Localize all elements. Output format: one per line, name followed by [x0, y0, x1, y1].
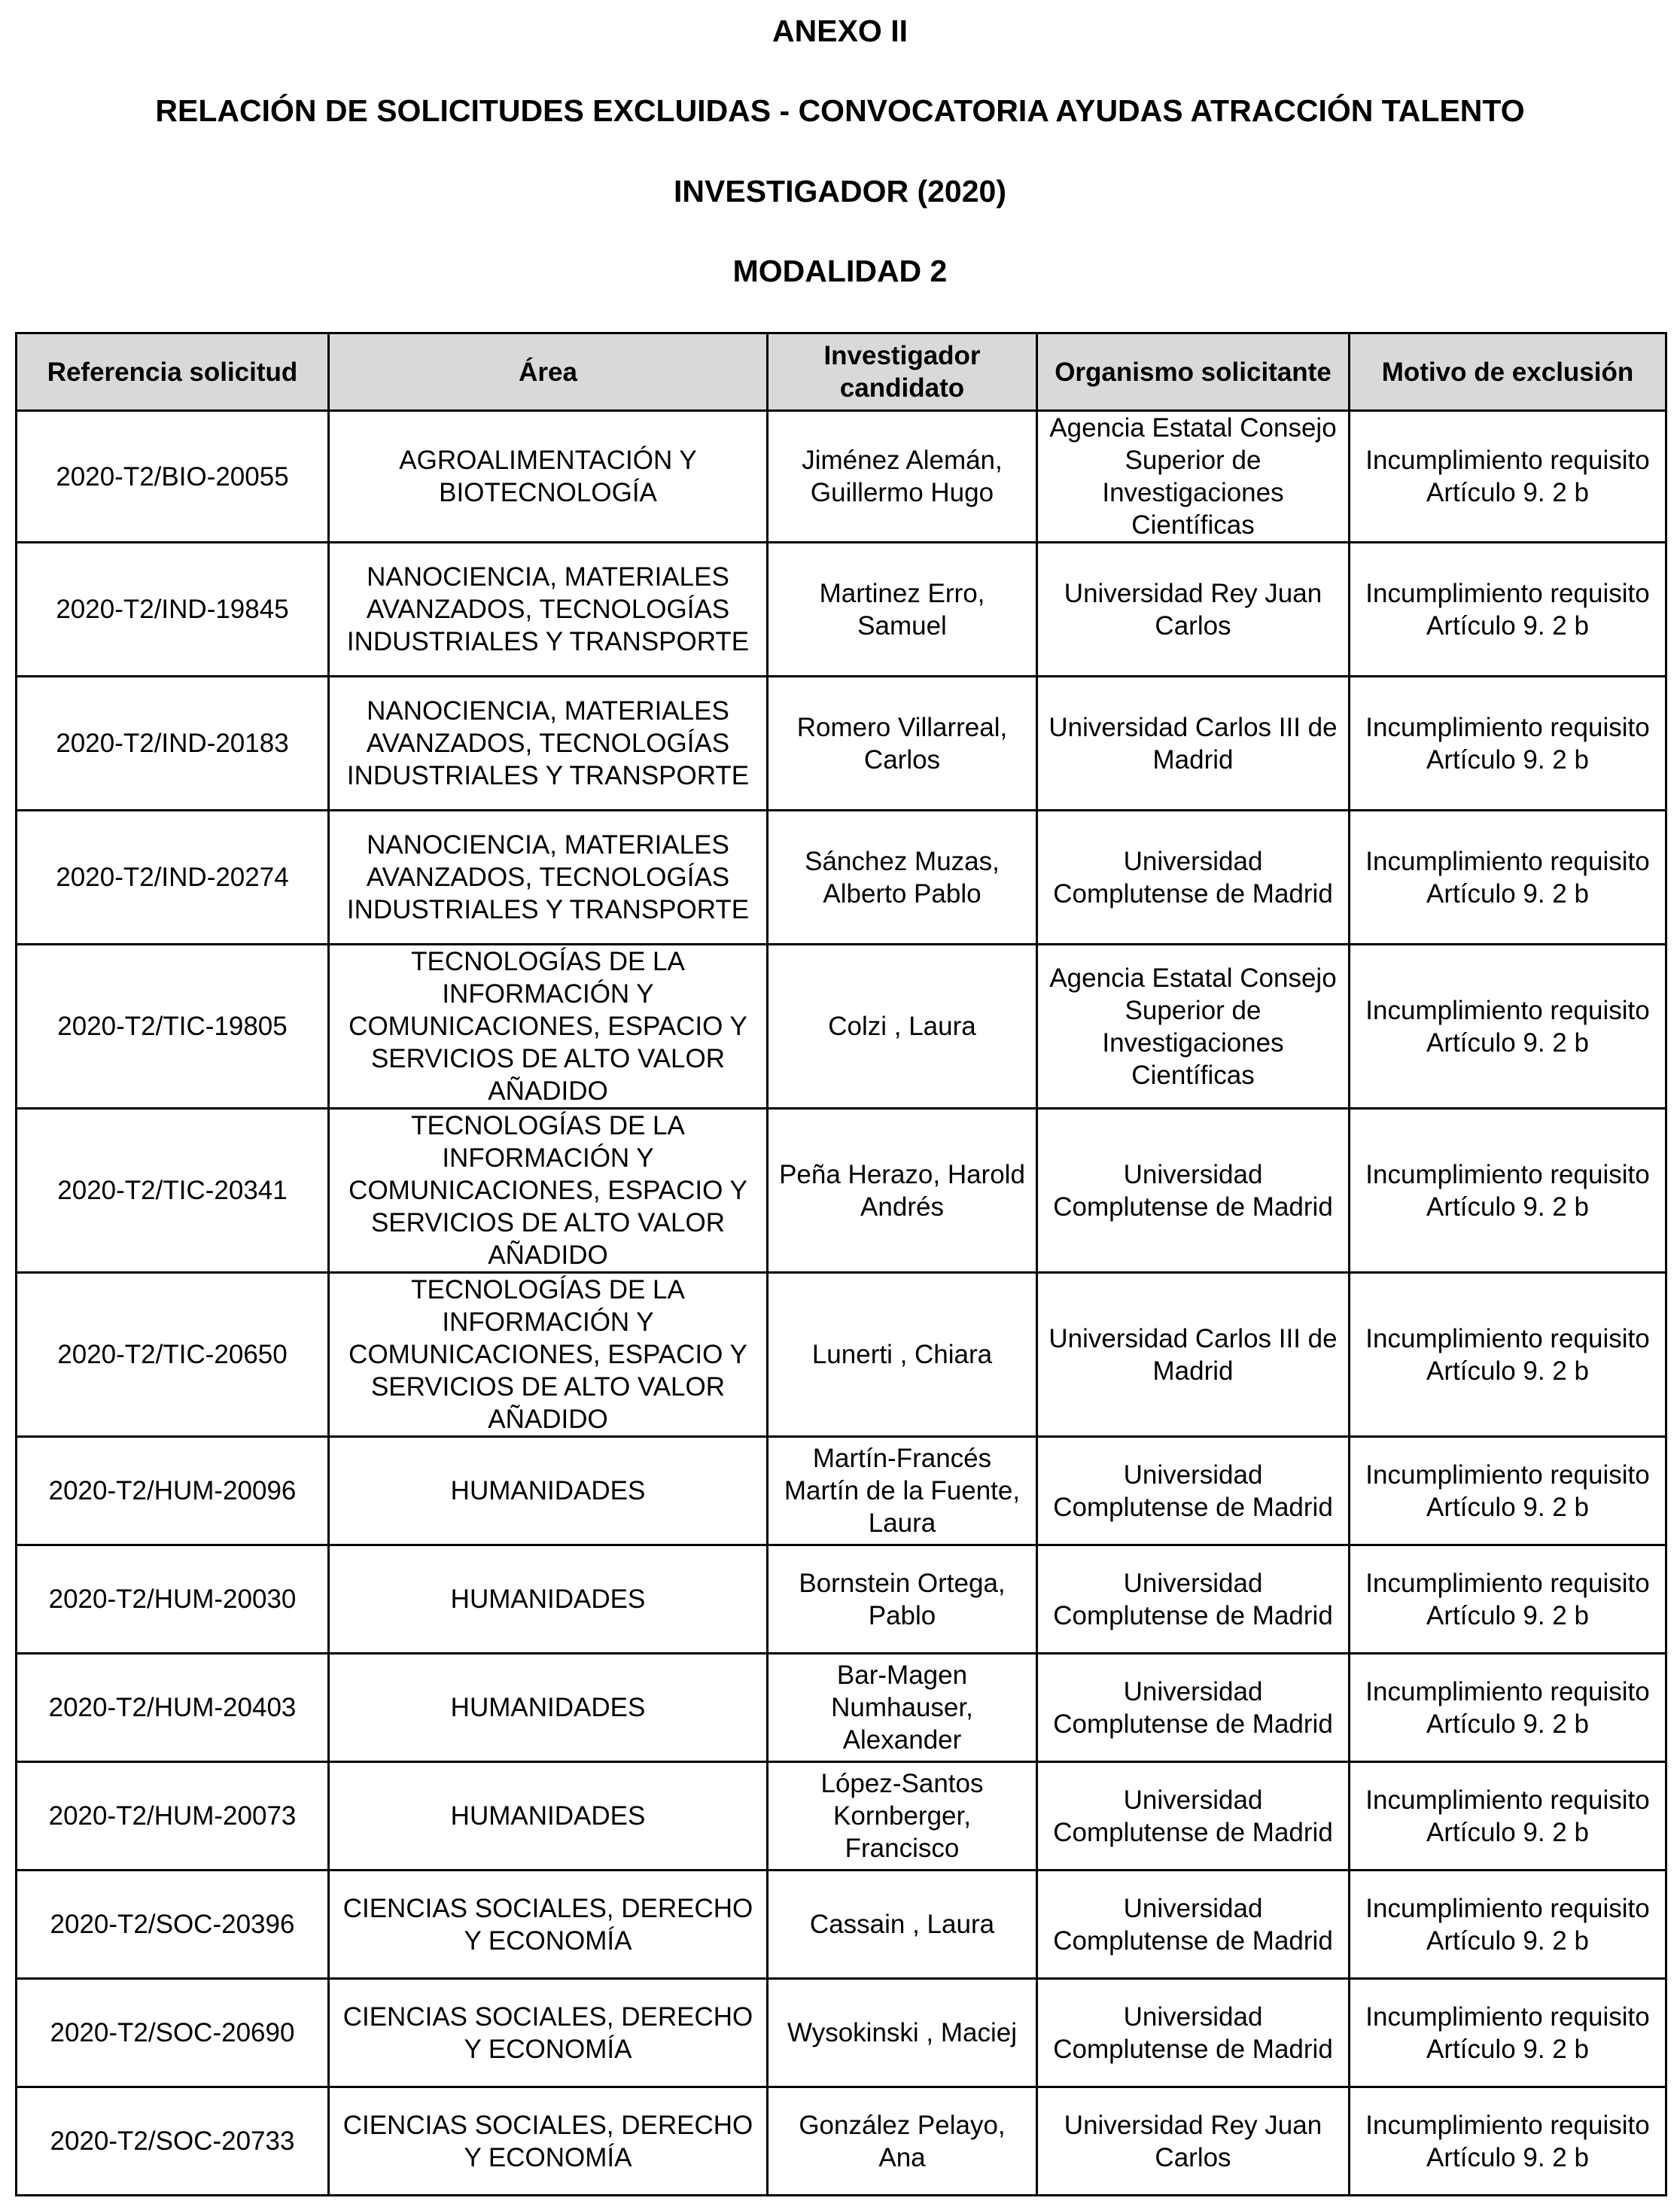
- table-header-row: [17, 333, 1666, 411]
- cell-researcher: Peña Herazo, Harold Andrés: [768, 1109, 1037, 1273]
- cell-exclusion-reason: Incumplimiento requisito Artículo 9. 2 b: [1350, 811, 1666, 945]
- cell-area: CIENCIAS SOCIALES, DERECHO Y ECONOMÍA: [329, 1871, 768, 1979]
- cell-reference: 2020-T2/SOC-20396: [17, 1871, 329, 1979]
- cell-organization: Universidad Complutense de Madrid: [1037, 1109, 1350, 1273]
- document-title-line-2: INVESTIGADOR (2020): [674, 174, 1006, 209]
- cell-reference: 2020-T2/TIC-19805: [17, 945, 329, 1109]
- cell-area: HUMANIDADES: [329, 1762, 768, 1871]
- cell-organization: Universidad Complutense de Madrid: [1037, 1979, 1350, 2087]
- cell-organization: Universidad Rey Juan Carlos: [1037, 543, 1350, 677]
- table-row: [17, 1871, 1666, 1979]
- cell-researcher: Martinez Erro, Samuel: [768, 543, 1037, 677]
- cell-organization: Universidad Complutense de Madrid: [1037, 1762, 1350, 1871]
- cell-organization: Universidad Complutense de Madrid: [1037, 1871, 1350, 1979]
- cell-reference: 2020-T2/TIC-20341: [17, 1109, 329, 1273]
- cell-exclusion-reason: Incumplimiento requisito Artículo 9. 2 b: [1350, 1273, 1666, 1437]
- table-row: [17, 677, 1666, 811]
- table-row: [17, 811, 1666, 945]
- column-header-area: Área: [329, 333, 768, 411]
- table-row: [17, 1654, 1666, 1762]
- cell-researcher: Jiménez Alemán, Guillermo Hugo: [768, 411, 1037, 543]
- cell-area: TECNOLOGÍAS DE LA INFORMACIÓN Y COMUNICACIONES, ESPACIO Y SERVICIOS DE ALTO VALOR AÑADIDO: [329, 945, 768, 1109]
- cell-reference: 2020-T2/BIO-20055: [17, 411, 329, 543]
- table-row: [17, 1437, 1666, 1545]
- cell-reference: 2020-T2/HUM-20403: [17, 1654, 329, 1762]
- column-header-exclusion-reason: Motivo de exclusión: [1350, 333, 1666, 411]
- cell-researcher: González Pelayo, Ana: [768, 2087, 1037, 2196]
- table-row: [17, 411, 1666, 543]
- cell-researcher: López-Santos Kornberger, Francisco: [768, 1762, 1037, 1871]
- cell-area: HUMANIDADES: [329, 1437, 768, 1545]
- cell-reference: 2020-T2/HUM-20073: [17, 1762, 329, 1871]
- table-row: [17, 2087, 1666, 2196]
- cell-area: HUMANIDADES: [329, 1654, 768, 1762]
- cell-organization: Universidad Complutense de Madrid: [1037, 1654, 1350, 1762]
- table-row: [17, 543, 1666, 677]
- cell-reference: 2020-T2/HUM-20030: [17, 1545, 329, 1654]
- cell-organization: Universidad Carlos III de Madrid: [1037, 677, 1350, 811]
- cell-exclusion-reason: Incumplimiento requisito Artículo 9. 2 b: [1350, 2087, 1666, 2196]
- table-row: [17, 1545, 1666, 1654]
- cell-exclusion-reason: Incumplimiento requisito Artículo 9. 2 b: [1350, 1979, 1666, 2087]
- cell-organization: Universidad Complutense de Madrid: [1037, 1437, 1350, 1545]
- cell-area: TECNOLOGÍAS DE LA INFORMACIÓN Y COMUNICACIONES, ESPACIO Y SERVICIOS DE ALTO VALOR AÑADIDO: [329, 1273, 768, 1437]
- cell-area: TECNOLOGÍAS DE LA INFORMACIÓN Y COMUNICACIONES, ESPACIO Y SERVICIOS DE ALTO VALOR AÑADIDO: [329, 1109, 768, 1273]
- cell-exclusion-reason: Incumplimiento requisito Artículo 9. 2 b: [1350, 1437, 1666, 1545]
- excluded-applications-table: [15, 332, 1667, 2196]
- cell-reference: 2020-T2/IND-19845: [17, 543, 329, 677]
- cell-organization: Universidad Complutense de Madrid: [1037, 1545, 1350, 1654]
- table-row: [17, 1979, 1666, 2087]
- column-header-reference: Referencia solicitud: [17, 333, 329, 411]
- cell-researcher: Romero Villarreal, Carlos: [768, 677, 1037, 811]
- cell-exclusion-reason: Incumplimiento requisito Artículo 9. 2 b: [1350, 1109, 1666, 1273]
- cell-reference: 2020-T2/HUM-20096: [17, 1437, 329, 1545]
- cell-reference: 2020-T2/IND-20274: [17, 811, 329, 945]
- cell-area: NANOCIENCIA, MATERIALES AVANZADOS, TECNOLOGÍAS INDUSTRIALES Y TRANSPORTE: [329, 543, 768, 677]
- cell-exclusion-reason: Incumplimiento requisito Artículo 9. 2 b: [1350, 1762, 1666, 1871]
- table-row: [17, 1273, 1666, 1437]
- cell-reference: 2020-T2/IND-20183: [17, 677, 329, 811]
- cell-exclusion-reason: Incumplimiento requisito Artículo 9. 2 b: [1350, 543, 1666, 677]
- table-row: [17, 945, 1666, 1109]
- cell-reference: 2020-T2/TIC-20650: [17, 1273, 329, 1437]
- cell-organization: Agencia Estatal Consejo Superior de Investigaciones Científicas: [1037, 411, 1350, 543]
- cell-reference: 2020-T2/SOC-20733: [17, 2087, 329, 2196]
- cell-area: NANOCIENCIA, MATERIALES AVANZADOS, TECNOLOGÍAS INDUSTRIALES Y TRANSPORTE: [329, 677, 768, 811]
- cell-reference: 2020-T2/SOC-20690: [17, 1979, 329, 2087]
- cell-researcher: Sánchez Muzas, Alberto Pablo: [768, 811, 1037, 945]
- cell-area: CIENCIAS SOCIALES, DERECHO Y ECONOMÍA: [329, 1979, 768, 2087]
- document-title-line-1: RELACIÓN DE SOLICITUDES EXCLUIDAS - CONVOCATORIA AYUDAS ATRACCIÓN TALENTO: [155, 93, 1525, 128]
- cell-exclusion-reason: Incumplimiento requisito Artículo 9. 2 b: [1350, 677, 1666, 811]
- cell-organization: Universidad Carlos III de Madrid: [1037, 1273, 1350, 1437]
- cell-researcher: Cassain , Laura: [768, 1871, 1037, 1979]
- cell-exclusion-reason: Incumplimiento requisito Artículo 9. 2 b: [1350, 1654, 1666, 1762]
- cell-exclusion-reason: Incumplimiento requisito Artículo 9. 2 b: [1350, 1545, 1666, 1654]
- cell-researcher: Lunerti , Chiara: [768, 1273, 1037, 1437]
- cell-researcher: Wysokinski , Maciej: [768, 1979, 1037, 2087]
- table-row: [17, 1109, 1666, 1273]
- annex-title: ANEXO II: [772, 14, 908, 48]
- cell-researcher: Colzi , Laura: [768, 945, 1037, 1109]
- cell-exclusion-reason: Incumplimiento requisito Artículo 9. 2 b: [1350, 1871, 1666, 1979]
- cell-area: CIENCIAS SOCIALES, DERECHO Y ECONOMÍA: [329, 2087, 768, 2196]
- cell-exclusion-reason: Incumplimiento requisito Artículo 9. 2 b: [1350, 411, 1666, 543]
- cell-organization: Agencia Estatal Consejo Superior de Investigaciones Científicas: [1037, 945, 1350, 1109]
- cell-researcher: Bornstein Ortega, Pablo: [768, 1545, 1037, 1654]
- cell-researcher: Martín-Francés Martín de la Fuente, Laura: [768, 1437, 1037, 1545]
- column-header-organization: Organismo solicitante: [1037, 333, 1350, 411]
- cell-area: AGROALIMENTACIÓN Y BIOTECNOLOGÍA: [329, 411, 768, 543]
- table-row: [17, 1762, 1666, 1871]
- column-header-researcher: Investigador candidato: [768, 333, 1037, 411]
- cell-area: NANOCIENCIA, MATERIALES AVANZADOS, TECNOLOGÍAS INDUSTRIALES Y TRANSPORTE: [329, 811, 768, 945]
- cell-exclusion-reason: Incumplimiento requisito Artículo 9. 2 b: [1350, 945, 1666, 1109]
- cell-organization: Universidad Complutense de Madrid: [1037, 811, 1350, 945]
- modality-title: MODALIDAD 2: [732, 254, 948, 288]
- cell-organization: Universidad Rey Juan Carlos: [1037, 2087, 1350, 2196]
- cell-area: HUMANIDADES: [329, 1545, 768, 1654]
- cell-researcher: Bar-Magen Numhauser, Alexander: [768, 1654, 1037, 1762]
